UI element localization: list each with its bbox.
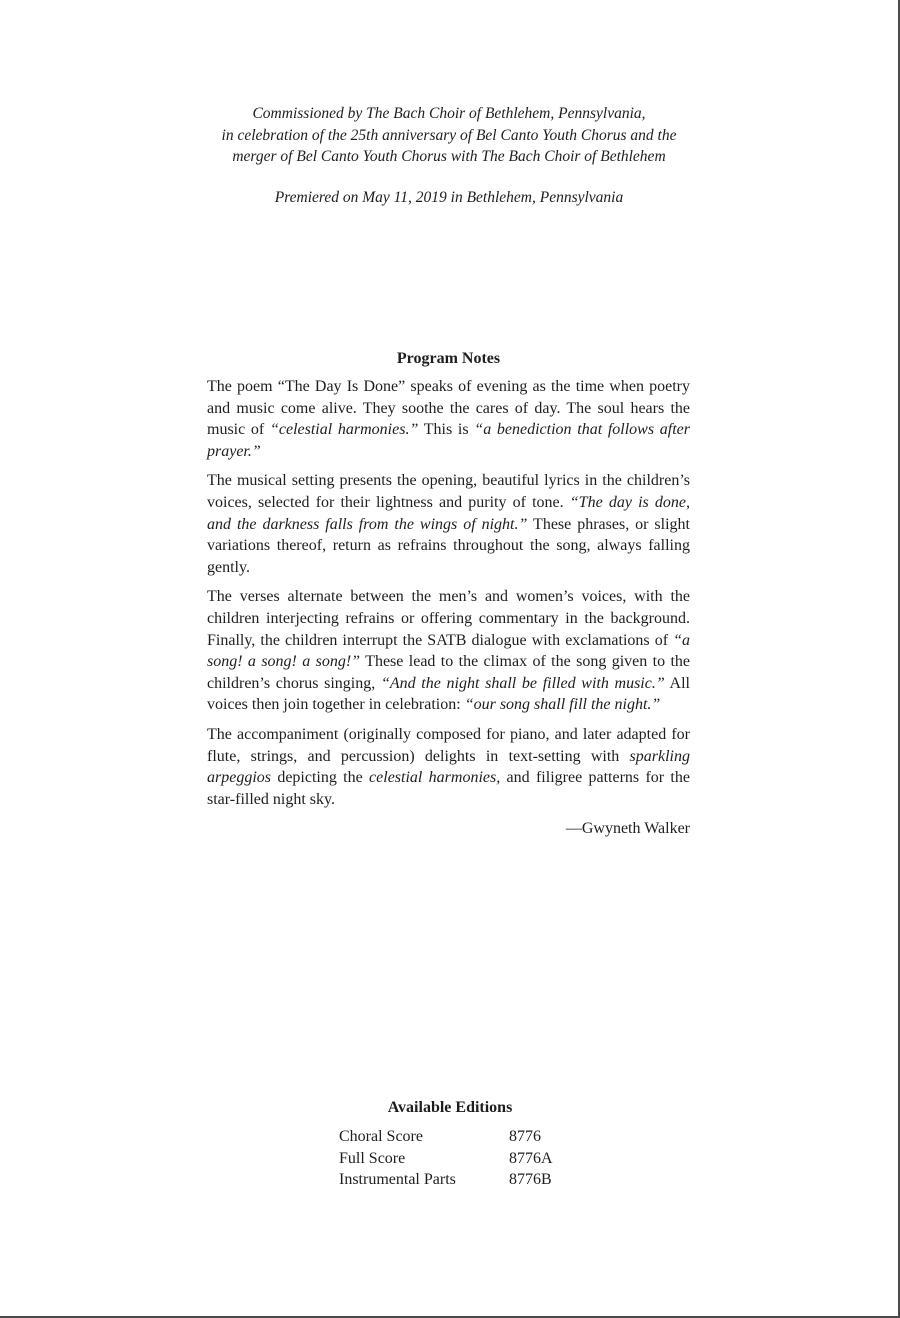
edition-row: [339, 1126, 569, 1148]
notes-paragraph-3: The verses alternate between the men’s and women’s voices, with the children interjecting refrains or offering commentary in the background. Finally, the children interrupt the SATB dialogue with exclamations of “a song! a song! a song!” These lead to the climax of the song given to the children’s chorus singing, “And the night shall be filled with music.” All voices then join together in celebration: “our song shall fill the night.”: [207, 588, 691, 714]
premiere-statement: Premiered on May 11, 2019 in Bethlehem, Pennsylvania: [274, 189, 624, 206]
available-editions: [339, 1097, 569, 1191]
commission-line: Commissioned by The Bach Choir of Bethlehem, Pennsylvania,: [252, 105, 646, 122]
notes-paragraph-1: The poem “The Day Is Done” speaks of evening as the time when poetry and music come alive. They soothe the cares of day. The soul hears the music of “celestial harmonies.” This is “a benediction that follows after prayer.”: [207, 378, 691, 460]
edition-row: [339, 1169, 569, 1191]
edition-code: 8776: [509, 1128, 541, 1145]
commission-line: merger of Bel Canto Youth Chorus with The Bach Choir of Bethlehem: [232, 148, 666, 165]
edition-name: Instrumental Parts: [339, 1171, 456, 1188]
edition-code: 8776B: [509, 1171, 552, 1188]
commission-line: in celebration of the 25th anniversary of Bel Canto Youth Chorus and the: [221, 126, 677, 144]
program-notes-heading: Program Notes: [396, 350, 501, 367]
notes-paragraph-4: The accompaniment (originally composed for piano, and later adapted for flute, strings, and percussion) delights in text-setting with sparkling arpeggios depicting the celestial harmonies, and filigree patterns for the star-filled night sky.: [207, 725, 690, 808]
commission-statement: [0, 103, 898, 168]
edition-code: 8776A: [509, 1149, 553, 1167]
notes-paragraph-2: The musical setting presents the opening, beautiful lyrics in the children’s voices, selected for their lightness and purity of tone. “The day is done, and the darkness falls from the wings of night.” These phrases, or slight variations thereof, return as refrains throughout the song, always falling gently.: [207, 472, 690, 576]
author-signature: —Gwyneth Walker: [565, 820, 690, 838]
program-notes: [207, 348, 690, 840]
edition-row: [339, 1148, 569, 1170]
editions-heading: Available Editions: [387, 1099, 513, 1116]
edition-name: Full Score: [339, 1149, 406, 1167]
edition-name: Choral Score: [339, 1128, 423, 1145]
